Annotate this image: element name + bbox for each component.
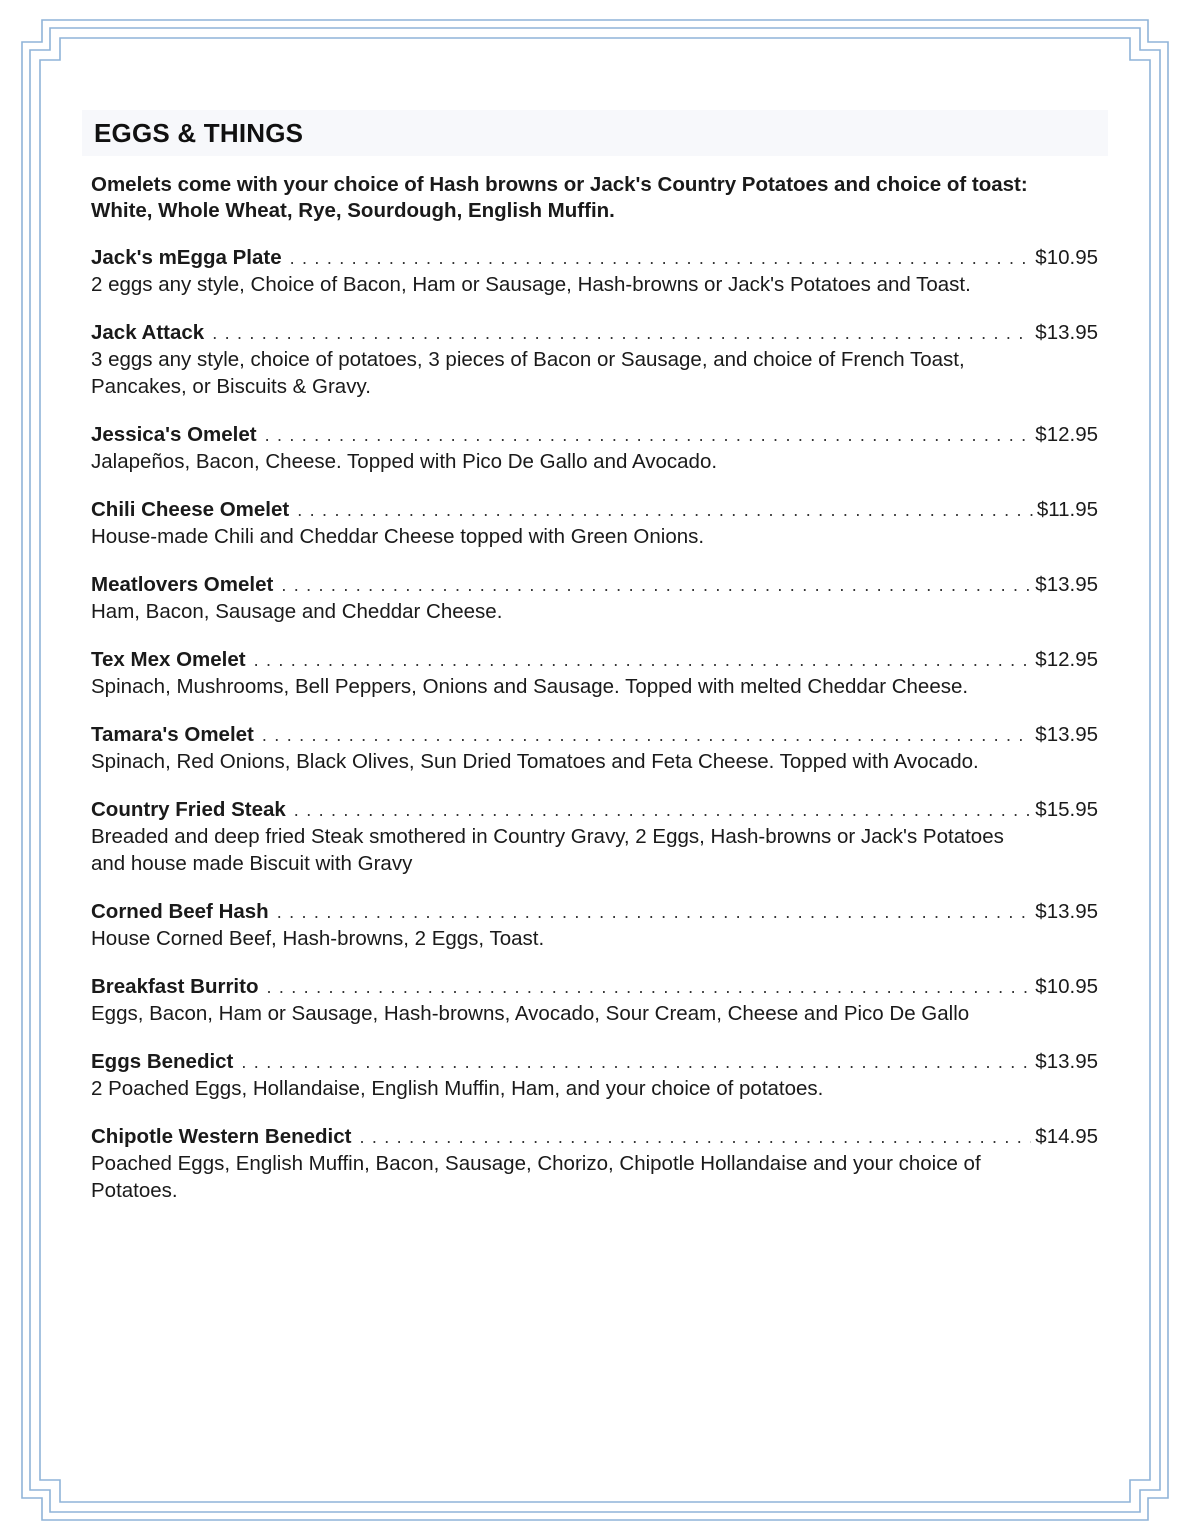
item-name: Eggs Benedict — [91, 1050, 234, 1073]
menu-item — [91, 974, 1098, 1027]
dot-leader — [241, 1049, 1031, 1075]
menu-item — [91, 320, 1098, 400]
item-price: $12.95 — [1035, 423, 1098, 446]
item-description: House-made Chili and Cheddar Cheese topped with Green Onions. — [91, 525, 705, 548]
item-name: Meatlovers Omelet — [91, 573, 274, 596]
dot-leader — [290, 245, 1032, 271]
item-name: Chipotle Western Benedict — [91, 1125, 352, 1148]
section-intro: Omelets come with your choice of Hash browns or Jack's Country Potatoes and choice of toast: White, Whole Wheat, Rye, Sourdough, English Muffin. — [91, 173, 1028, 222]
menu-item — [91, 422, 1098, 475]
item-name: Jack's mEgga Plate — [91, 246, 282, 269]
item-description: 2 Poached Eggs, Hollandaise, English Muffin, Ham, and your choice of potatoes. — [91, 1077, 824, 1100]
item-description: Eggs, Bacon, Ham or Sausage, Hash-browns, Avocado, Sour Cream, Cheese and Pico De Gallo — [91, 1002, 970, 1025]
item-price: $13.95 — [1035, 900, 1098, 923]
item-description: Jalapeños, Bacon, Cheese. Topped with Pico De Gallo and Avocado. — [91, 450, 718, 473]
menu-items-list — [91, 245, 1098, 1204]
item-price: $11.95 — [1036, 498, 1098, 521]
dot-leader — [359, 1124, 1031, 1150]
item-price: $15.95 — [1035, 798, 1098, 821]
dot-leader — [277, 899, 1032, 925]
menu-item — [91, 1124, 1098, 1204]
item-description: 2 eggs any style, Choice of Bacon, Ham or Sausage, Hash-browns or Jack's Potatoes and Toast. — [91, 273, 971, 296]
menu-item — [91, 899, 1098, 952]
item-description: House Corned Beef, Hash-browns, 2 Eggs, Toast. — [91, 927, 545, 950]
section-title: EGGS & THINGS — [82, 110, 1108, 156]
menu-item — [91, 1049, 1098, 1102]
dot-leader — [294, 797, 1032, 823]
menu-item — [91, 497, 1098, 550]
item-price: $10.95 — [1035, 246, 1098, 269]
menu-item — [91, 722, 1098, 775]
item-price: $13.95 — [1035, 321, 1098, 344]
dot-leader — [262, 722, 1031, 748]
dot-leader — [266, 974, 1031, 1000]
menu-item — [91, 572, 1098, 625]
menu-item — [91, 797, 1098, 877]
item-name: Jack Attack — [91, 321, 205, 344]
item-name: Jessica's Omelet — [91, 423, 257, 446]
dot-leader — [212, 320, 1031, 346]
dot-leader — [265, 422, 1032, 448]
dot-leader — [281, 572, 1031, 598]
menu-item — [91, 245, 1098, 298]
item-description: Poached Eggs, English Muffin, Bacon, Sausage, Chorizo, Chipotle Hollandaise and your choice of Potatoes. — [91, 1152, 981, 1202]
menu-page — [82, 110, 1108, 1226]
item-price: $13.95 — [1035, 723, 1098, 746]
item-name: Tamara's Omelet — [91, 723, 254, 746]
menu-item — [91, 647, 1098, 700]
item-description: Spinach, Mushrooms, Bell Peppers, Onions and Sausage. Topped with melted Cheddar Cheese. — [91, 675, 969, 698]
dot-leader — [297, 497, 1033, 523]
item-name: Corned Beef Hash — [91, 900, 269, 923]
item-description: Ham, Bacon, Sausage and Cheddar Cheese. — [91, 600, 503, 623]
item-description: Breaded and deep fried Steak smothered in Country Gravy, 2 Eggs, Hash-browns or Jack's Potatoes and house made Biscuit with Gravy — [91, 825, 1004, 875]
item-price: $10.95 — [1035, 975, 1098, 998]
item-name: Country Fried Steak — [91, 798, 286, 821]
item-description: Spinach, Red Onions, Black Olives, Sun Dried Tomatoes and Feta Cheese. Topped with Avocado. — [91, 750, 979, 773]
item-price: $13.95 — [1035, 1050, 1098, 1073]
item-name: Breakfast Burrito — [91, 975, 259, 998]
item-name: Chili Cheese Omelet — [91, 498, 290, 521]
item-description: 3 eggs any style, choice of potatoes, 3 pieces of Bacon or Sausage, and choice of French Toast, Pancakes, or Biscuits & Gravy. — [91, 348, 965, 398]
item-price: $14.95 — [1035, 1125, 1098, 1148]
dot-leader — [254, 647, 1032, 673]
item-price: $12.95 — [1035, 648, 1098, 671]
item-name: Tex Mex Omelet — [91, 648, 246, 671]
item-price: $13.95 — [1035, 573, 1098, 596]
